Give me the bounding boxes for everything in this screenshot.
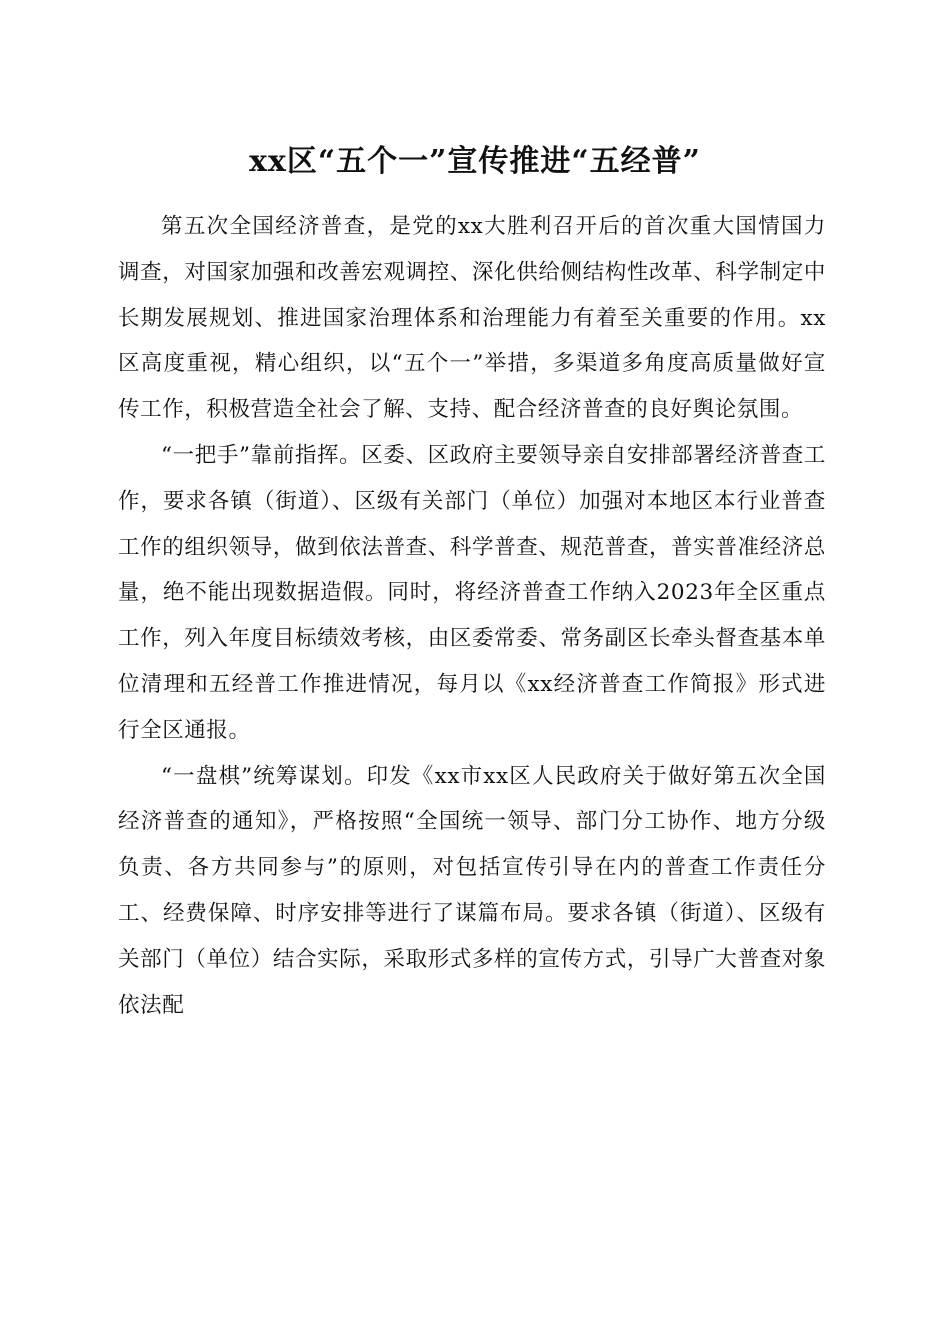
paragraph-planning: “一盘棋”统筹谋划。印发《xx市xx区人民政府关于做好第五次全国经济普查的通知》，严格按照“全国统一领导、部门分工协作、地方分级负责、各方共同参与”的原则，对包括宣传引导在内的普查工作责任分工、经费保障、时序安排等进行了谋篇布局。要求各镇（街道）、区级有关部门（单位）结合实际，采取形式多样的宣传方式，引导广大普查对象依法配 xyxy=(118,763,826,1018)
document-body xyxy=(118,204,826,1028)
paragraph-intro: 第五次全国经济普查，是党的xx大胜利召开后的首次重大国情国力调查，对国家加强和改善宏观调控、深化供给侧结构性改革、科学制定中长期发展规划、推进国家治理体系和治理能力有着至关重要的作用。xx区高度重视，精心组织，以“五个一”举措，多渠道多角度高质量做好宣传工作，积极营造全社会了解、支持、配合经济普查的良好舆论氛围。 xyxy=(118,214,826,423)
paragraph-leadership: “一把手”靠前指挥。区委、区政府主要领导亲自安排部署经济普查工作，要求各镇（街道）、区级有关部门（单位）加强对本地区本行业普查工作的组织领导，做到依法普查、科学普查、规范普查，普实普准经济总量，绝不能出现数据造假。同时，将经济普查工作纳入2023年全区重点工作，列入年度目标绩效考核，由区委常委、常务副区长牵头督查基本单位清理和五经普工作推进情况，每月以《xx经济普查工作简报》形式进行全区通报。 xyxy=(118,442,826,743)
document-title: xx区“五个一”宣传推进“五经普” xyxy=(249,144,701,179)
